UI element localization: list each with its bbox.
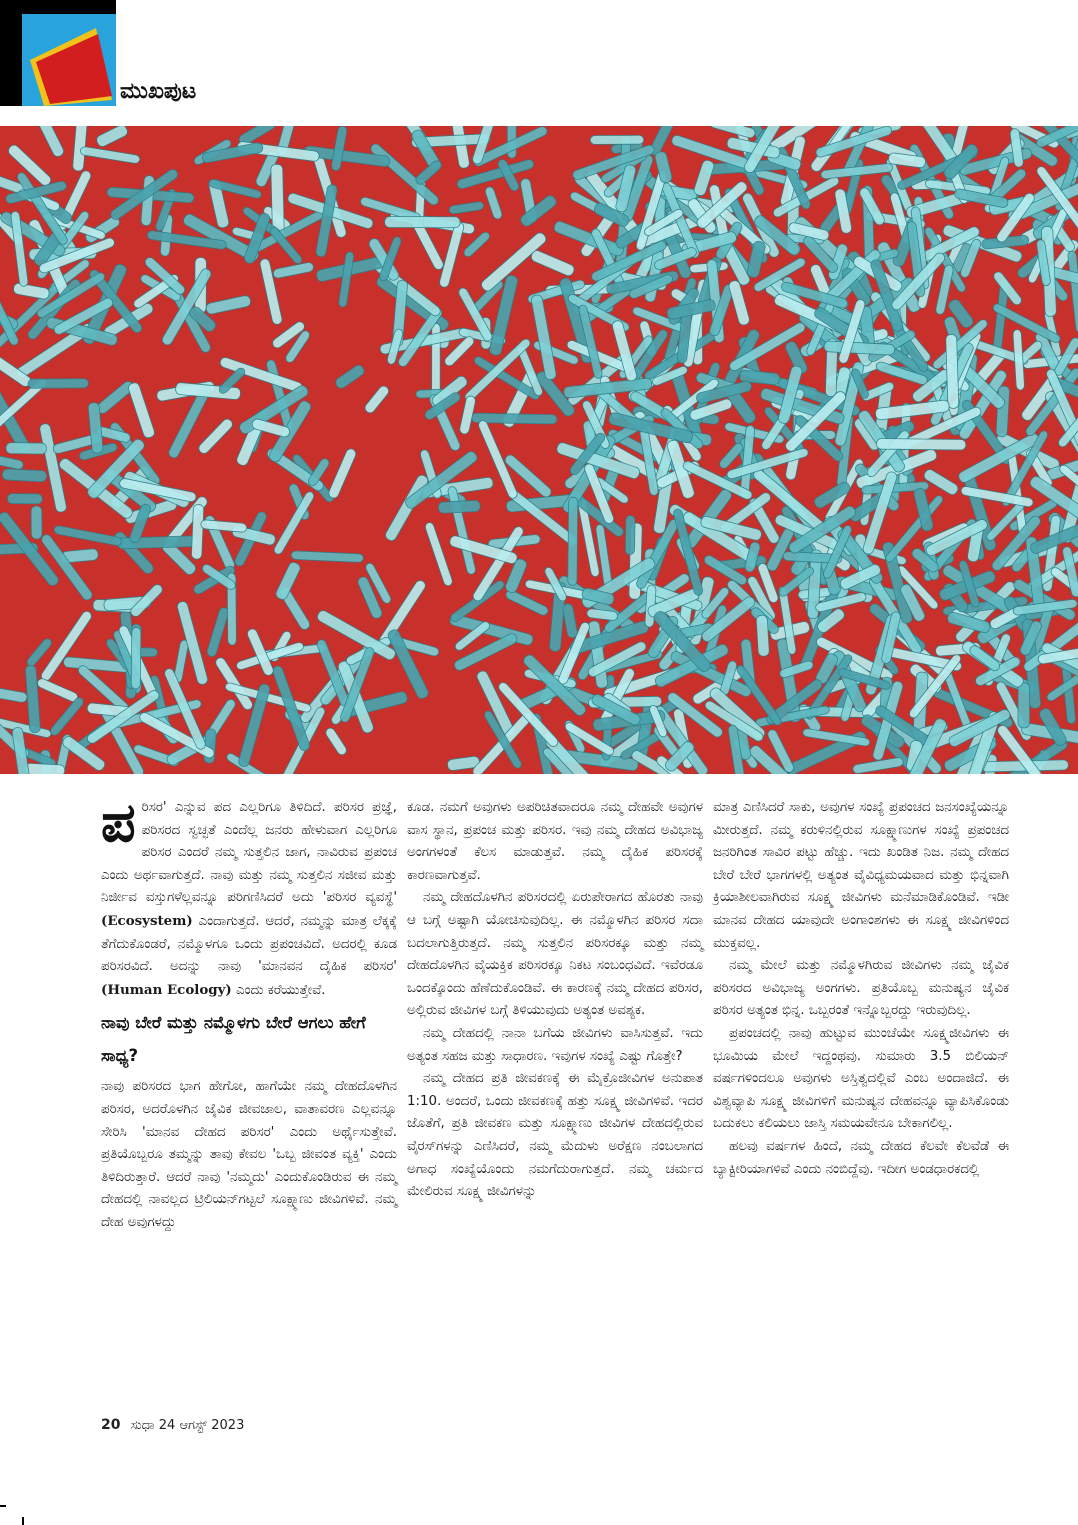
bacterium-rod [385, 216, 461, 227]
bacterium-rod [25, 763, 65, 774]
bacterium-rod [7, 494, 42, 504]
bacterium-rod [131, 627, 141, 689]
col1-para1-c: ಎಂದು ಕರೆಯುತ್ತೇವೆ. [236, 982, 326, 998]
article-column-3 [713, 797, 1009, 1181]
bacterium-rod [31, 506, 42, 539]
col3-para4: ಹಲವು ವರ್ಷಗಳ ಹಿಂದೆ, ನಮ್ಮ ದೇಹದ ಕೆಲವೇ ಕೆಲವೆಡೆ ಈ ಬ್ಯಾಕ್ಟೀರಿಯಾಗಳಿವೆ ಎಂದು ನಂಬಿದ್ದೆವು. ಇದೀಗ ಅಂಡಧಾರಕದಲ್ಲಿ [713, 1138, 1009, 1177]
drop-cap: ಪ [101, 790, 136, 854]
page-footer [101, 1417, 244, 1433]
magazine-logo [0, 0, 116, 106]
col2-para3: ನಮ್ಮ ದೇಹದಲ್ಲಿ ನಾನಾ ಬಗೆಯ ಜೀವಿಗಳು ವಾಸಿಸುತ್ತವೆ. ಇದು ಅತ್ಯಂತ ಸಹಜ ಮತ್ತು ಸಾಧಾರಣ. ಇವುಗಳ ಸಂಖ್ಯೆ ಎಷ್ಟು ಗೊತ್ತೇ? [407, 1025, 703, 1064]
col3-para2: ನಮ್ಮ ಮೇಲೆ ಮತ್ತು ನಮ್ಮೊಳಗಿರುವ ಜೀವಿಗಳು ನಮ್ಮ ಜೈವಿಕ ಪರಿಸರದ ಅವಿಭಾಜ್ಯ ಅಂಗಗಳು. ಪ್ರತಿಯೊಬ್ಬ ಮನುಷ್ಯನ ಜೈವಿಕ ಪರಿಸರ ಅತ್ಯಂತ ಭಿನ್ನ. ಒಬ್ಬರಂತೆ ಇನ್ನೊಬ್ಬರದ್ದು ಇರುವುದಿಲ್ಲ. [713, 958, 1009, 1019]
article-column-1 [101, 790, 397, 1235]
article-subheading: ನಾವು ಬೇರೆ ಮತ್ತು ನಮ್ಮೊಳಗು ಬೇರೆ ಆಗಲು ಹೇಗೆ ಸಾಧ್ಯ? [101, 1013, 366, 1066]
bacterium-rod [946, 334, 959, 408]
term-human-ecology: (Human Ecology) [101, 981, 232, 998]
article-column-2 [407, 797, 703, 1204]
page-number: 20 [101, 1417, 121, 1433]
bacterium-rod [756, 615, 770, 657]
bacterium-rod [1018, 683, 1030, 728]
col1-para1: ರಿಸರ' ಎನ್ನುವ ಪದ ಎಲ್ಲರಿಗೂ ತಿಳಿದಿದೆ. ಪರಿಸರ ಪ್ರಜ್ಞೆ, ಪರಿಸರದ ಸ್ವಚ್ಛತೆ ಎಂದೆಲ್ಲ ಜನರು ಹೇಳುವಾಗ ಎಲ್ಲರಿಗೂ ಪರಿಸರ ಎಂದರೆ ನಮ್ಮ ಸುತ್ತಲಿನ ಜಾಗ, ನಾವಿರುವ ಪ್ರಪಂಚ ಎಂದು ಅರ್ಥವಾಗುತ್ತದೆ. ನಾವು ಮತ್ತು ನಮ್ಮ ಸುತ್ತಲಿನ ಸಜೀವ ಮತ್ತು ನಿರ್ಜೀವ ವಸ್ತುಗಳೆಲ್ಲವನ್ನೂ ಪರಿಗಣಿಸಿದರೆ ಅದು 'ಪರಿಸರ ವ್ಯವಸ್ಥೆ' [101, 800, 397, 906]
bacterium-rod [6, 442, 47, 454]
bacterium-rod [568, 497, 578, 585]
crop-mark [0, 1505, 6, 1507]
bacterium-rod [438, 500, 480, 513]
bacteria-illustration [0, 126, 1078, 774]
col2-para4: ನಮ್ಮ ದೇಹದ ಪ್ರತಿ ಜೀವಕಣಕ್ಕೆ ಈ ಮೈಕ್ರೊಜೀವಿಗಳ ಅನುಪಾತ 1:10. ಅಂದರೆ, ಒಂದು ಜೀವಕಣಕ್ಕೆ ಹತ್ತು ಸೂಕ್ಷ್ಮ ಜೀವಿಗಳಿವೆ. ಇದರ ಜೊತೆಗೆ, ಪ್ರತಿ ಜೀವಕಣ ಮತ್ತು ಸೂಕ್ಷ್ಮಾಣು ಜೀವಿಗಳ ದೇಹದಲ್ಲಿರುವ ವೈರಸ್‌ಗಳನ್ನು ಎಣಿಸಿದರೆ, ನಮ್ಮ ಮೆದುಳು ಅರೆಕ್ಷಣ ನಂಬಲಾಗದ ಅಗಾಧ ಸಂಖ್ಯೆಯೊಂದು ನಮಗೆದುರಾಗುತ್ತದೆ. ನಮ್ಮ ಚರ್ಮದ ಮೇಲಿರುವ ಸೂಕ್ಷ್ಮ ಜೀವಿಗಳನ್ನು [407, 1071, 703, 1200]
col1-para2: ನಾವು ಪರಿಸರದ ಭಾಗ ಹೇಗೋ, ಹಾಗೆಯೇ ನಮ್ಮ ದೇಹದೊಳಗಿನ ಪರಿಸರ, ಅದರೊಳಗಿನ ಜೈವಿಕ ಜೀವಜಾಲ, ವಾತಾವರಣ ಎಲ್ಲವನ್ನೂ ಸೇರಿಸಿ 'ಮಾನವ ದೇಹದ ಪರಿಸರ' ಎಂದು ಅರ್ಥೈಸುತ್ತೇವೆ. ಪ್ರತಿಯೊಬ್ಬರೂ ತಮ್ಮನ್ನು ತಾವು ಕೇವಲ 'ಒಬ್ಬ ಜೀವಂತ ವ್ಯಕ್ತಿ' ಎಂದು ತಿಳಿದಿರುತ್ತಾರೆ. ಆದರೆ ನಾವು 'ನಮ್ಮದು' ಎಂದುಕೊಂಡಿರುವ ಈ ನಮ್ಮ ದೇಹದಲ್ಲಿ ನಾವಲ್ಲದ ಟ್ರಿಲಿಯನ್‌ಗಟ್ಟಲೆ ಸೂಕ್ಷ್ಮಾಣು ಜೀವಿಗಳಿವೆ. ನಮ್ಮ ದೇಹ ಅವುಗಳದ್ದು [101, 1079, 397, 1230]
bacterium-rod [28, 379, 89, 389]
bacterium-rod [590, 135, 644, 144]
hero-image [0, 126, 1078, 774]
term-ecosystem: (Ecosystem) [101, 912, 193, 929]
bacterium-rod [117, 536, 197, 549]
col1-para1-b: ಎಂದಾಗುತ್ತದೆ. ಆದರೆ, ನಮ್ಮನ್ನು ಮಾತ್ರ ಲೆಕ್ಕಕ್ಕೆ ತೆಗೆದುಕೊಂಡರೆ, ನಮ್ಮೊಳಗೂ ಒಂದು ಪ್ರಪಂಚವಿದೆ. ಅದರಲ್ಲಿ ಕೂಡ ಪರಿಸರವಿದೆ. ಅದನ್ನು ನಾವು 'ಮಾನವನ ದೈಹಿಕ ಪರಿಸರ' [101, 913, 397, 975]
section-label: ಮುಖಪುಟ [120, 79, 197, 104]
col2-para1: ಕೂಡ. ನಮಗೆ ಅವುಗಳು ಅಪರಿಚಿತವಾದರೂ ನಮ್ಮ ದೇಹವೇ ಅವುಗಳ ವಾಸ ಸ್ಥಾನ, ಪ್ರಪಂಚ ಮತ್ತು ಪರಿಸರ. ಇವು ನಮ್ಮ ದೇಹದ ಅವಿಭಾಜ್ಯ ಅಂಗಗಳಂತೆ ಕೆಲಸ ಮಾಡುತ್ತವೆ. ನಮ್ಮ ದೈಹಿಕ ಪರಿಸರಕ್ಕೆ ಕಾರಣವಾಗುತ್ತವೆ. [407, 800, 703, 883]
bacterium-rod [876, 438, 966, 450]
col3-para1: ಮಾತ್ರ ಎಣಿಸಿದರೆ ಸಾಕು, ಅವುಗಳ ಸಂಖ್ಯೆ ಪ್ರಪಂಚದ ಜನಸಂಖ್ಯೆಯನ್ನೂ ಮೀರುತ್ತದೆ. ನಮ್ಮ ಕರುಳಿನಲ್ಲಿರುವ ಸೂಕ್ಷ್ಮಾಣುಗಳ ಸಂಖ್ಯೆ ಪ್ರಪಂಚದ ಜನರಿಗಿಂತ ಸಾವಿರ ಪಟ್ಟು ಹೆಚ್ಚು. ಇದು ಖಂಡಿತ ನಿಜ. ನಮ್ಮ ದೇಹದ ಬೇರೆ ಬೇರೆ ಭಾಗಗಳಲ್ಲಿ ಅತ್ಯಂತ ವೈವಿಧ್ಯಮಯವಾದ ಮತ್ತು ಭಿನ್ನವಾಗಿ ಕ್ರಿಯಾಶೀಲವಾಗಿರುವ ಸೂಕ್ಷ್ಮ ಜೀವಿಗಳು ಮನೆಮಾಡಿಕೊಂಡಿವೆ. ಇಡೀ ಮಾನವ ದೇಹದ ಯಾವುದೇ ಅಂಗಾಂಶಗಳು ಈ ಸೂಕ್ಷ್ಮ ಜೀವಿಗಳಿಂದ ಮುಕ್ತವಲ್ಲ. [713, 800, 1009, 951]
col3-para3: ಪ್ರಪಂಚದಲ್ಲಿ ನಾವು ಹುಟ್ಟುವ ಮುಂಚೆಯೇ ಸೂಕ್ಷ್ಮಜೀವಿಗಳು ಈ ಭೂಮಿಯ ಮೇಲೆ ಇದ್ದಂಥವು. ಸುಮಾರು 3.5 ಬಿಲಿಯನ್ ವರ್ಷಗಳಿಂದಲೂ ಅವುಗಳು ಅಸ್ತಿತ್ವದಲ್ಲಿವೆ ಎಂಬ ಅಂದಾಜಿದೆ. ಈ ವಿಶ್ವವ್ಯಾಪಿ ಸೂಕ್ಷ್ಮ ಜೀವಿಗಳಿಗೆ ಮನುಷ್ಯನ ದೇಹವನ್ನೂ ವ್ಯಾಪಿಸಿಕೊಂಡು ಬದುಕಲು ಕಲಿಯಲು ಜಾಸ್ತಿ ಸಮಯವೇನೂ ಬೇಕಾಗಲಿಲ್ಲ. [713, 1025, 1009, 1132]
issue-info: ಸುಧಾ 24 ಆಗಸ್ಟ್ 2023 [130, 1418, 245, 1433]
col2-para2: ನಮ್ಮ ದೇಹದೊಳಗಿನ ಪರಿಸರದಲ್ಲಿ ಏರುಪೇರಾಗದ ಹೊರತು ನಾವು ಆ ಬಗ್ಗೆ ಅಷ್ಟಾಗಿ ಯೋಚಿಸುವುದಿಲ್ಲ. ಈ ನಮ್ಮೊಳಗಿನ ಪರಿಸರ ಸದಾ ಬದಲಾಗುತ್ತಿರುತ್ತದೆ. ನಮ್ಮ ಸುತ್ತಲಿನ ಪರಿಸರಕ್ಕೂ ಮತ್ತು ನಮ್ಮ ದೇಹದೊಳಗಿನ ವೈಯಕ್ತಿಕ ಪರಿಸರಕ್ಕೂ ನಿಕಟ ಸಂಬಂಧವಿದೆ. ಇವೆರಡೂ ಒಂದಕ್ಕೊಂದು ಹೆಣೆದುಕೊಂಡಿವೆ. ಈ ಕಾರಣಕ್ಕೆ ನಮ್ಮ ದೇಹದ ಪರಿಸರ, ಅಲ್ಲಿರುವ ಜೀವಿಗಳ ಬಗ್ಗೆ ತಿಳಿಯುವುದು ಅತ್ಯಂತ ಅವಶ್ಯಕ. [407, 890, 703, 1019]
bacterium-rod [625, 515, 635, 554]
bacterium-rod [2, 469, 47, 482]
crop-mark [22, 1517, 24, 1525]
bacterium-rod [191, 504, 204, 559]
